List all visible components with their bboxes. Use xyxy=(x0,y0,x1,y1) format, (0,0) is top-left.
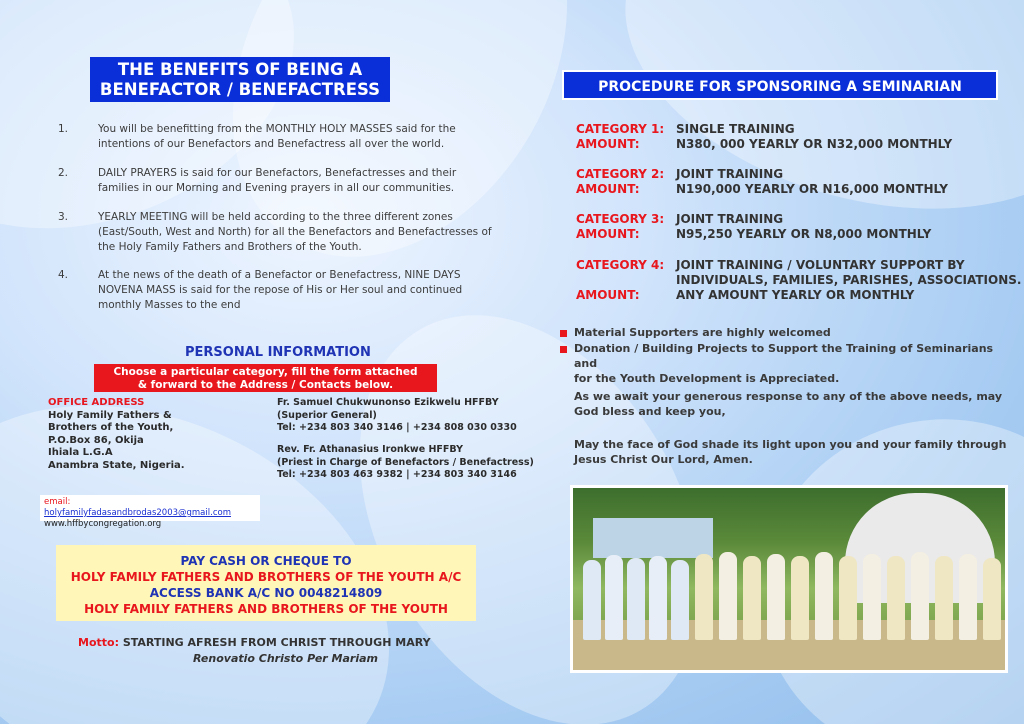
pay-account-name: HOLY FAMILY FATHERS AND BROTHERS OF THE YOUTH A/C xyxy=(70,570,462,584)
category-value: JOINT TRAINING xyxy=(676,212,784,226)
category-value: JOINT TRAINING / VOLUNTARY SUPPORT BY xyxy=(676,258,965,272)
prayer-line-1: May the face of God shade its light upon you and your family through xyxy=(574,438,1007,451)
amount-value: N190,000 YEARLY OR N16,000 MONTHLY xyxy=(676,182,948,196)
material-supporters-text: Material Supporters are highly welcomed xyxy=(574,326,831,339)
benefit-text: You will be benefitting from the MONTHLY HOLY MASSES said for the intentions of our Benefactors and Benefactress all over the world. xyxy=(98,123,456,150)
category-label: CATEGORY 4: xyxy=(576,258,665,272)
bullet-square-icon xyxy=(560,346,567,353)
blessing-line-2: God bless and keep you, xyxy=(574,405,726,418)
category-value: SINGLE TRAINING xyxy=(676,122,795,136)
category-value-2: INDIVIDUALS, FAMILIES, PARISHES, ASSOCIATIONS. xyxy=(676,273,1022,287)
benefit-text: YEARLY MEETING will be held according to the three different zones (East/South, West and North) for all the Benefactors and Benefactresses of the Holy Family Fathers and Brothers of the Youth. xyxy=(98,211,492,253)
choose-line-1: Choose a particular category, fill the form attached xyxy=(113,366,418,378)
pay-bank: ACCESS BANK A/C NO 0048214809 xyxy=(149,586,383,600)
office-line: Holy Family Fathers & xyxy=(48,409,172,421)
motto-text: STARTING AFRESH FROM CHRIST THROUGH MARY xyxy=(118,636,431,649)
contact-web-box xyxy=(40,495,260,529)
benefits-title-line2: BENEFACTOR / BENEFACTRESS xyxy=(99,80,381,99)
category-label: CATEGORY 2: xyxy=(576,167,665,181)
motto-label: Motto: xyxy=(78,636,119,649)
office-line: P.O.Box 86, Okija xyxy=(48,434,144,446)
personal-info-title: PERSONAL INFORMATION xyxy=(185,345,371,360)
category-4 xyxy=(576,258,1021,303)
group-photo xyxy=(570,485,1008,673)
amount-value: N380, 000 YEARLY OR N32,000 MONTHLY xyxy=(676,137,953,151)
amount-label: AMOUNT: xyxy=(576,137,640,151)
contact-role: (Superior General) xyxy=(277,409,377,421)
payment-box xyxy=(56,545,476,621)
donation-text xyxy=(574,341,1014,386)
benefits-title xyxy=(90,57,390,102)
contact-phone: Tel: +234 803 463 9382 | +234 803 340 3146 xyxy=(277,469,517,480)
pay-account-name-2: HOLY FAMILY FATHERS AND BROTHERS OF THE YOUTH xyxy=(84,602,448,616)
prayer-paragraph xyxy=(574,437,1014,467)
office-title: OFFICE ADDRESS xyxy=(48,397,145,408)
contact-name: Rev. Fr. Athanasius Ironkwe HFFBY xyxy=(277,444,463,455)
amount-value: N95,250 YEARLY OR N8,000 MONTHLY xyxy=(676,227,932,241)
building-shape xyxy=(593,518,713,558)
office-address xyxy=(48,397,185,472)
motto-latin: Renovatio Christo Per Mariam xyxy=(193,652,379,665)
benefit-text: DAILY PRAYERS is said for our Benefactors, Benefactresses and their families in our Morning and Evening prayers in all our communities. xyxy=(98,167,457,194)
contact-role: (Priest in Charge of Benefactors / Benefactress) xyxy=(277,456,534,468)
category-1 xyxy=(576,122,952,152)
benefits-title-line1: THE BENEFITS OF BEING A xyxy=(117,60,363,79)
contact-phone: Tel: +234 803 340 3146 | +234 808 030 0330 xyxy=(277,422,517,433)
office-line: Ihiala L.G.A xyxy=(48,447,113,458)
choose-category-banner xyxy=(94,364,437,392)
amount-label: AMOUNT: xyxy=(576,227,640,241)
contact-superior xyxy=(277,397,517,435)
amount-value: ANY AMOUNT YEARLY OR MONTHLY xyxy=(676,288,915,302)
category-value: JOINT TRAINING xyxy=(676,167,784,181)
blessing-paragraph xyxy=(574,389,1014,419)
benefit-number: 4. xyxy=(58,269,69,281)
donation-line-1: Donation / Building Projects to Support the Training of Seminarians and xyxy=(574,342,994,370)
donation-line-2: for the Youth Development is Appreciated. xyxy=(574,372,840,385)
pay-heading: PAY CASH OR CHEQUE TO xyxy=(180,554,352,568)
amount-label: AMOUNT: xyxy=(576,182,640,196)
motto xyxy=(78,636,431,649)
benefit-text: At the news of the death of a Benefactor or Benefactress, NINE DAYS NOVENA MASS is said for the repose of His or Her soul and continued monthly Masses to the end xyxy=(98,269,463,311)
contact-name: Fr. Samuel Chukwunonso Ezikwelu HFFBY xyxy=(277,397,499,408)
amount-label: AMOUNT: xyxy=(576,288,640,302)
website-link[interactable]: www.hffbycongregation.org xyxy=(44,519,162,529)
category-3 xyxy=(576,212,931,242)
benefit-number: 3. xyxy=(58,211,69,223)
category-2 xyxy=(576,167,948,197)
email-label: email: xyxy=(44,497,71,507)
category-label: CATEGORY 1: xyxy=(576,122,665,136)
email-link[interactable]: holyfamilyfadasandbrodas2003@gmail.com xyxy=(44,508,231,518)
benefit-number: 2. xyxy=(58,167,69,179)
office-line: Anambra State, Nigeria. xyxy=(48,459,185,471)
office-line: Brothers of the Youth, xyxy=(48,422,174,433)
prayer-line-2: Jesus Christ Our Lord, Amen. xyxy=(574,453,753,466)
choose-line-2: & forward to the Address / Contacts below. xyxy=(137,378,394,391)
bullet-square-icon xyxy=(560,330,567,337)
category-label: CATEGORY 3: xyxy=(576,212,665,226)
procedure-title: PROCEDURE FOR SPONSORING A SEMINARIAN xyxy=(562,70,998,100)
blessing-line-1: As we await your generous response to any of the above needs, may xyxy=(574,390,1003,403)
contact-priest xyxy=(277,444,534,482)
benefit-number: 1. xyxy=(58,123,69,135)
email-row xyxy=(44,497,256,519)
